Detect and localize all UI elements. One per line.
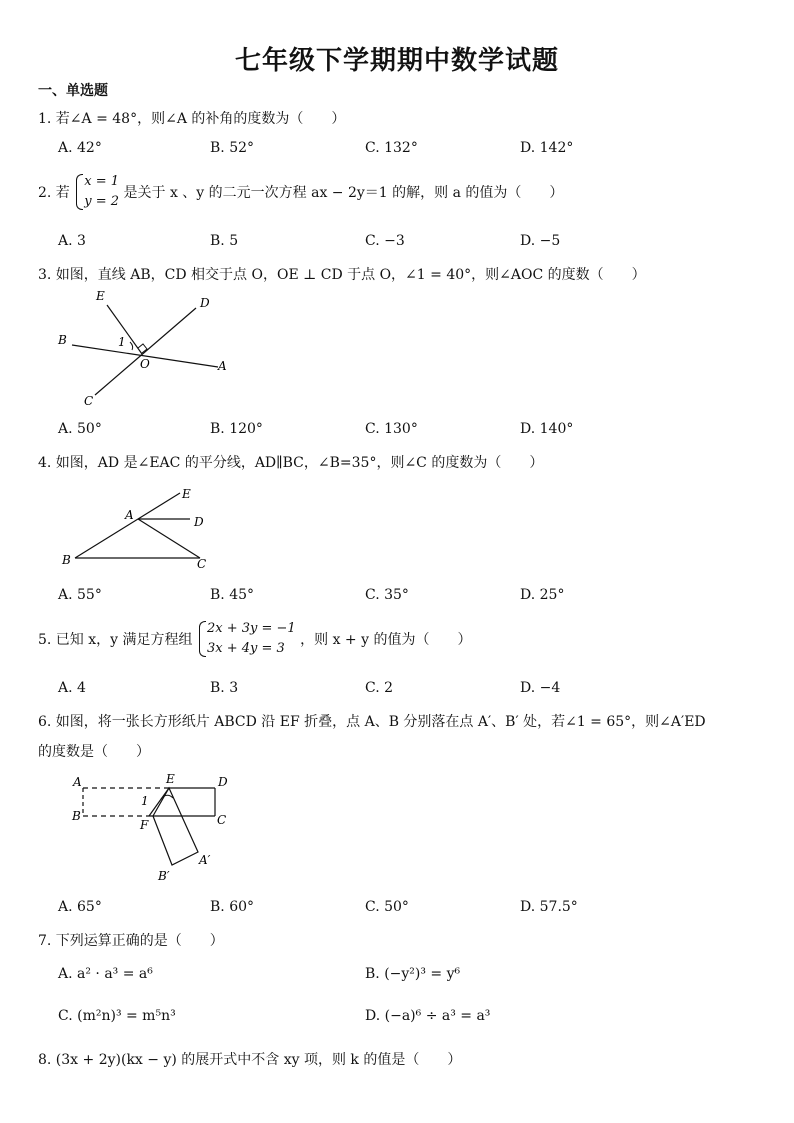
q2-suffix: 是关于 x 、y 的二元一次方程 ax − 2y＝1 的解，则 a 的值为（ ） [123, 185, 564, 201]
label-b: B [62, 553, 71, 567]
question-3-text: 3. 如图，直线 AB，CD 相交于点 O，OE ⊥ CD 于点 O，∠1 = 40°，则∠AOC 的度数（ ） [38, 267, 646, 283]
label-d: D [194, 515, 204, 529]
question-6-line-1: 6. 如图，将一张长方形纸片 ABCD 沿 EF 折叠，点 A、B 分别落在点 A′、B′ 处，若∠1 = 65°，则∠A′ED [38, 714, 706, 730]
folded-flap [153, 788, 198, 865]
q1-option-d[interactable]: D. 142° [520, 140, 574, 156]
label-a: A [73, 775, 82, 789]
label-angle-1: 1 [141, 794, 149, 808]
q4-option-a[interactable]: A. 55° [58, 587, 102, 603]
label-d: D [218, 775, 228, 789]
q7-option-c[interactable]: C. (m²n)³ = m⁵n³ [58, 1008, 176, 1024]
label-c: C [217, 813, 227, 827]
q5-option-b[interactable]: B. 3 [210, 680, 239, 696]
line-cd [95, 308, 196, 395]
q5-suffix: ，则 x + y 的值为（ ） [300, 632, 472, 648]
question-6-line-2: 的度数是（ ） [38, 744, 150, 760]
q6-option-a[interactable]: A. 65° [58, 899, 102, 915]
label-a: A [125, 508, 134, 522]
q1-option-a[interactable]: A. 42° [58, 140, 102, 156]
label-a: A [218, 359, 227, 373]
q4-option-b[interactable]: B. 45° [210, 587, 255, 603]
q6-option-c[interactable]: C. 50° [365, 899, 409, 915]
q4-option-d[interactable]: D. 25° [520, 587, 565, 603]
q2-option-d[interactable]: D. −5 [520, 233, 561, 249]
q6-option-b[interactable]: B. 60° [210, 899, 255, 915]
q7-option-a[interactable]: A. a² · a³ = a⁶ [58, 966, 153, 982]
label-e: E [166, 772, 175, 786]
segment-b-e [75, 493, 180, 558]
q3-figure-intersecting-lines [50, 290, 250, 410]
q3-option-d[interactable]: D. 140° [520, 421, 574, 437]
label-b: B [72, 809, 81, 823]
q2-equation-system [74, 172, 119, 212]
q5-option-c[interactable]: C. 2 [365, 680, 394, 696]
page-title: 七年级下学期期中数学试题 [234, 46, 559, 76]
label-f: F [140, 818, 149, 832]
q6-option-d[interactable]: D. 57.5° [520, 899, 578, 915]
q1-option-b[interactable]: B. 52° [210, 140, 255, 156]
q2-option-c[interactable]: C. −3 [365, 233, 405, 249]
q2-eq1: x = 1 [84, 174, 120, 189]
label-angle-1: 1 [118, 335, 126, 349]
q7-option-b[interactable]: B. (−y²)³ = y⁶ [365, 966, 461, 982]
q4-option-c[interactable]: C. 35° [365, 587, 409, 603]
label-c: C [84, 394, 94, 408]
question-2 [38, 172, 563, 212]
question-5 [38, 619, 471, 659]
q5-option-a[interactable]: A. 4 [58, 680, 86, 696]
q5-eq2: 3x + 4y = 3 [206, 641, 285, 656]
q2-eq2: y = 2 [84, 194, 120, 209]
q4-figure-triangle [55, 484, 225, 574]
label-e: E [96, 290, 105, 303]
q6-figure-folded-rectangle [65, 768, 245, 886]
q3-option-a[interactable]: A. 50° [58, 421, 102, 437]
q2-option-a[interactable]: A. 3 [58, 233, 86, 249]
label-e: E [182, 487, 191, 501]
q5-eq1: 2x + 3y = −1 [206, 621, 296, 636]
q2-prefix: 2. 若 [38, 185, 70, 201]
q5-equation-system [197, 619, 296, 659]
q5-prefix: 5. 已知 x，y 满足方程组 [38, 632, 193, 648]
label-o: O [140, 357, 150, 371]
label-a-prime: A′ [199, 853, 211, 867]
angle-1-arc [130, 342, 133, 350]
label-b: B [58, 333, 67, 347]
question-8-text: 8. (3x + 2y)(kx − y) 的展开式中不含 xy 项，则 k 的值是（ ） [38, 1052, 462, 1068]
segment-ac [138, 519, 200, 558]
question-4-text: 4. 如图，AD 是∠EAC 的平分线，AD∥BC，∠B=35°，则∠C 的度数为（ ） [38, 455, 544, 471]
section-heading: 一、单选题 [38, 83, 108, 99]
question-7-text: 7. 下列运算正确的是（ ） [38, 933, 224, 949]
label-b-prime: B′ [158, 869, 170, 883]
question-1-text: 1. 若∠A = 48°，则∠A 的补角的度数为（ ） [38, 111, 346, 127]
q7-option-d[interactable]: D. (−a)⁶ ÷ a³ = a³ [365, 1008, 491, 1024]
label-c: C [197, 557, 207, 571]
q2-option-b[interactable]: B. 5 [210, 233, 239, 249]
q5-option-d[interactable]: D. −4 [520, 680, 561, 696]
label-d: D [200, 296, 210, 310]
q3-option-b[interactable]: B. 120° [210, 421, 263, 437]
q3-option-c[interactable]: C. 130° [365, 421, 418, 437]
q1-option-c[interactable]: C. 132° [365, 140, 418, 156]
